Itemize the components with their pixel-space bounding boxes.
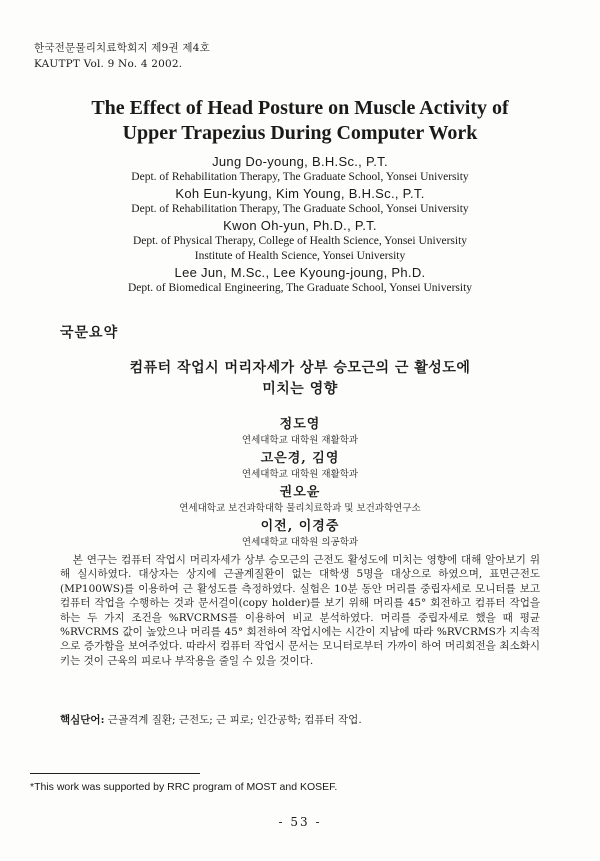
title-line-1: The Effect of Head Posture on Muscle Activity of <box>91 97 509 119</box>
title-line-2: Upper Trapezius During Computer Work <box>122 122 478 144</box>
journal-header <box>34 40 210 72</box>
korean-title <box>100 358 500 400</box>
footnote-rule <box>30 773 200 774</box>
keywords-line <box>60 713 540 727</box>
author-block <box>40 153 560 296</box>
abstract-paragraph: 본 연구는 컴퓨터 작업시 머리자세가 상부 승모근의 근전도 활성도에 미치는 영향에 대해 알아보기 위해 실시하였다. 대상자는 상지에 근골계질환이 없는 대학생 5명을 대상으로 하였으며, 표면근전도(MP100WS)를 이용하여 근 활성도를 측정하였다. 실험은 10분 동안 머리를 중립자세로 모니터를 보고 컴퓨터 작업을 수행하는 것과 문서걸이(copy holder)를 보기 위해 머리를 45° 회전하고 컴퓨터 작업을 하는 두 가지 조건을 %RVCRMS를 이용하여 비교 분석하였다. 머리를 중립자세로 했을 때 평균 %RVCRMS 값이 높았으나 머리를 45° 회전하여 작업시에는 시간이 지남에 따라 %RVCRMS가 지속적으로 증가함을 보여주었다. 따라서 컴퓨터 작업시 문서는 모니터로부터 가까이 하여 머리회전을 최소화시키는 것이 근육의 피로나 부작용을 줄일 수 있을 것이다. <box>60 554 540 667</box>
korean-abstract-body <box>60 553 540 668</box>
korean-title-line-2: 미치는 영향 <box>262 381 338 397</box>
korean-title-line-1: 컴퓨터 작업시 머리자세가 상부 승모근의 근 활성도에 <box>129 360 471 376</box>
page-number: - 53 - <box>278 815 322 829</box>
korean-author-3: 권오윤 <box>279 485 321 500</box>
korean-affiliation-4: 연세대학교 대학원 의공학과 <box>241 537 359 548</box>
author-3: Kwon Oh-yun, Ph.D., P.T. <box>223 218 377 233</box>
korean-affiliation-3: 연세대학교 보건과학대학 물리치료학과 및 보건과학연구소 <box>179 503 421 514</box>
journal-name-korean: 한국전문물리치료학회지 제9권 제4호 <box>34 42 210 54</box>
korean-author-block <box>40 416 560 552</box>
journal-volume-line: KAUTPT Vol. 9 No. 4 2002. <box>34 58 183 70</box>
affiliation-1: Dept. of Rehabilitation Therapy, The Graduate School, Yonsei University <box>131 171 469 183</box>
korean-author-4: 이전, 이경중 <box>260 519 340 534</box>
affiliation-3b: Institute of Health Science, Yonsei University <box>194 250 406 262</box>
affiliation-3a: Dept. of Physical Therapy, College of Health Science, Yonsei University <box>132 235 468 247</box>
keywords-text: 근골격계 질환; 근전도; 근 피로; 인간공학; 컴퓨터 작업. <box>107 714 362 726</box>
korean-abstract-heading: 국문요약 <box>60 325 119 341</box>
paper-title <box>40 96 560 146</box>
korean-author-1: 정도영 <box>279 417 321 432</box>
author-4: Lee Jun, M.Sc., Lee Kyoung-joung, Ph.D. <box>174 265 426 280</box>
author-2: Koh Eun-kyung, Kim Young, B.H.Sc., P.T. <box>175 186 425 201</box>
korean-affiliation-1: 연세대학교 대학원 재활학과 <box>241 435 359 446</box>
korean-author-2: 고은경, 김영 <box>260 451 340 466</box>
affiliation-4: Dept. of Biomedical Engineering, The Graduate School, Yonsei University <box>127 282 473 294</box>
affiliation-2: Dept. of Rehabilitation Therapy, The Graduate School, Yonsei University <box>131 203 469 215</box>
korean-affiliation-2: 연세대학교 대학원 재활학과 <box>241 469 359 480</box>
funding-footnote: *This work was supported by RRC program of MOST and KOSEF. <box>30 781 338 793</box>
keywords-label: 핵심단어: <box>60 714 105 726</box>
author-1: Jung Do-young, B.H.Sc., P.T. <box>212 154 388 169</box>
